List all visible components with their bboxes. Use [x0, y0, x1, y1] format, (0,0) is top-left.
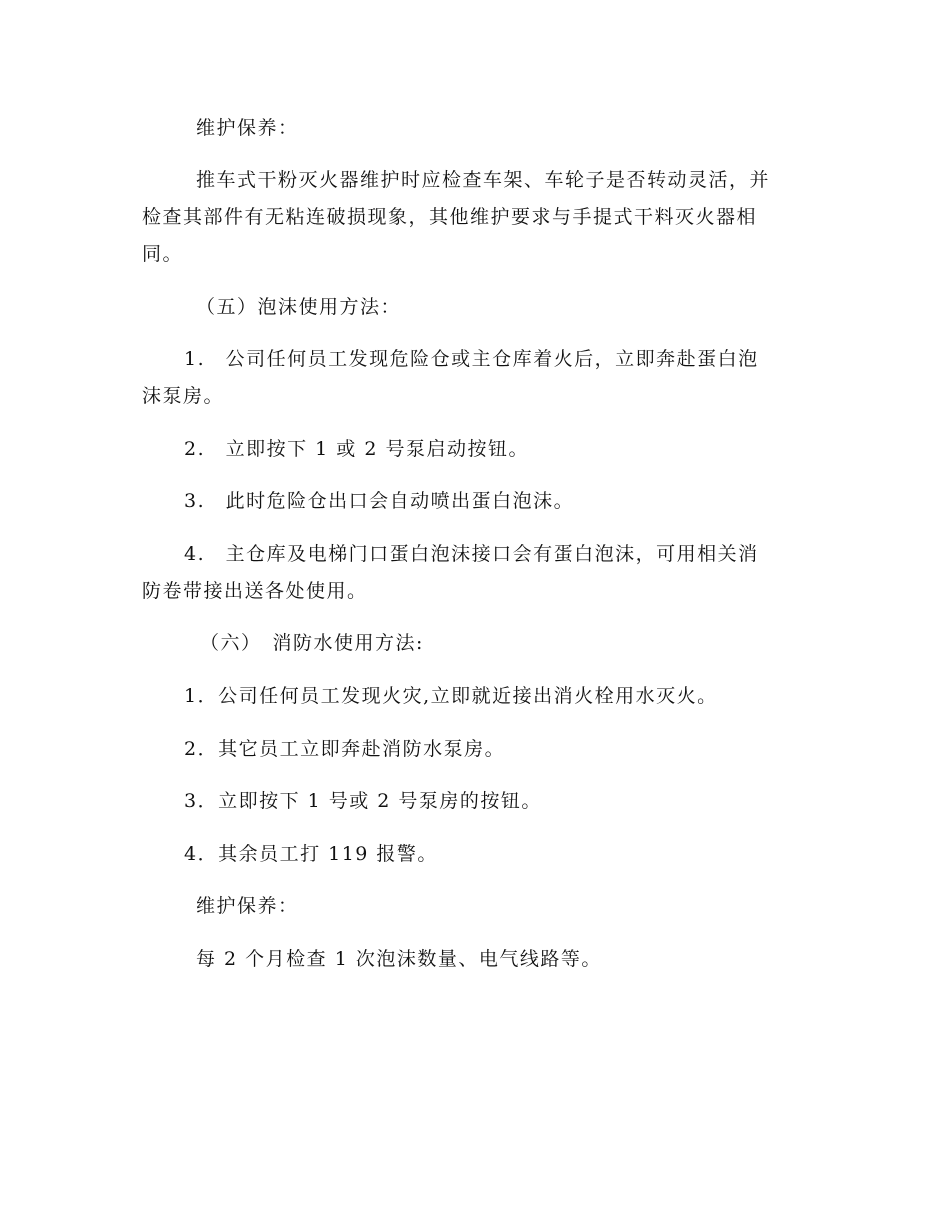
maintenance-heading: 维护保养： [196, 895, 299, 917]
maintenance-heading: 维护保养： [196, 117, 299, 139]
foam-step-item-continued: 沫泵房。 [142, 385, 225, 407]
cart-extinguisher-paragraph-line: 同。 [142, 243, 184, 265]
maintenance-paragraph: 每 2 个月检查 1 次泡沫数量、电气线路等。 [196, 948, 602, 970]
foam-step-item: 1. 公司任何员工发现危险仓或主仓库着火后，立即奔赴蛋白泡 [184, 348, 759, 370]
section-heading-fire-water: （六） 消防水使用方法: [200, 632, 424, 654]
fire-water-step-item: 2．其它员工立即奔赴消防水泵房。 [184, 738, 506, 760]
cart-extinguisher-paragraph-line: 检查其部件有无粘连破损现象，其他维护要求与手提式干料灭火器相 [142, 206, 758, 228]
fire-water-step-item: 4．其余员工打 119 报警。 [184, 843, 438, 865]
fire-water-step-item: 1．公司任何员工发现火灾,立即就近接出消火栓用水灭火。 [184, 685, 718, 707]
foam-step-item: 3. 此时危险仓出口会自动喷出蛋白泡沫。 [184, 490, 575, 512]
foam-step-item-continued: 防卷带接出送各处使用。 [142, 580, 368, 602]
fire-water-step-item: 3．立即按下 1 号或 2 号泵房的按钮。 [184, 790, 542, 812]
foam-step-item: 4. 主仓库及电梯门口蛋白泡沫接口会有蛋白泡沫，可用相关消 [184, 543, 759, 565]
foam-step-item: 2. 立即按下 1 或 2 号泵启动按钮。 [184, 438, 529, 460]
section-heading-foam: （五）泡沫使用方法： [196, 296, 402, 318]
cart-extinguisher-paragraph-line: 推车式干粉灭火器维护时应检查车架、车轮子是否转动灵活，并 [196, 169, 771, 191]
